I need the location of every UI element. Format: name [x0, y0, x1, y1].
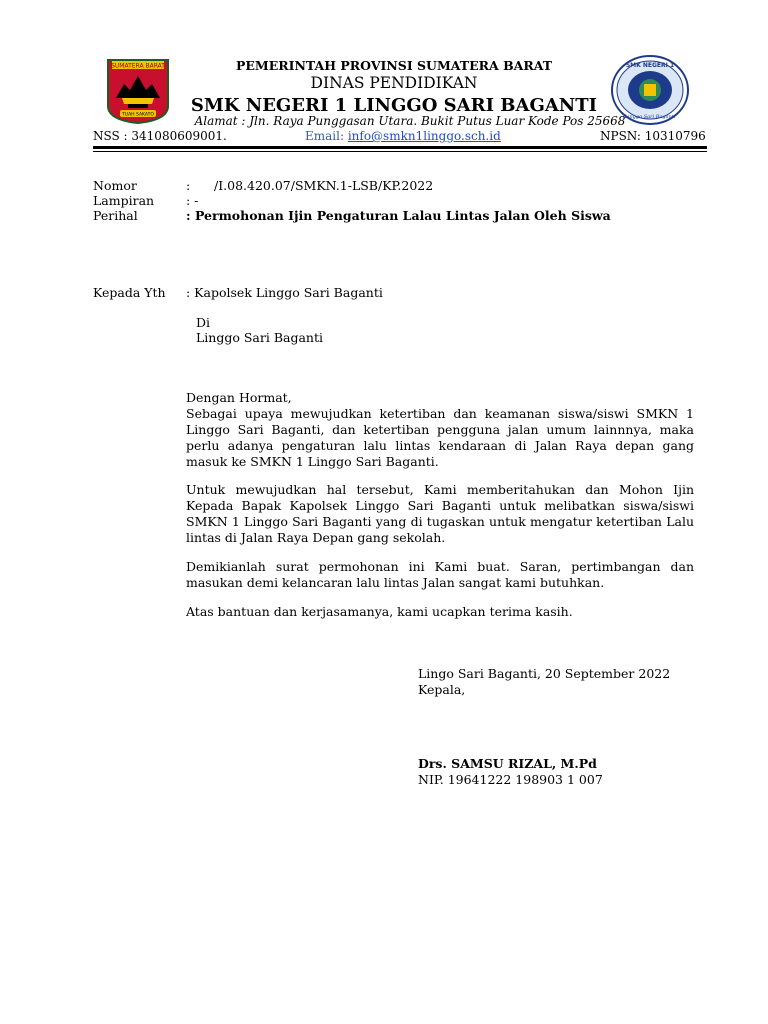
email-line [305, 129, 501, 143]
perihal-label: Perihal [93, 208, 138, 223]
nss-number: NSS : 341080609001. [93, 129, 227, 143]
nomor-separator: : [186, 178, 191, 193]
lampiran-label: Lampiran [93, 193, 155, 208]
signatory-name: Drs. SAMSU RIZAL, M.Pd [418, 756, 597, 771]
paragraph-1: Sebagai upaya mewujudkan ketertiban dan keamanan siswa/siswi SMKN 1 Linggo Sari Baganti, dan ketertiban pengguna jalan umum lainnnya, maka perlu adanya pengaturan lalu lintas kendaraan di Jalan Raya depan gang masuk ke SMKN 1 Linggo Sari Baganti. [186, 406, 694, 469]
paragraph-2: Untuk mewujudkan hal tersebut, Kami memberitahukan dan Mohon Ijin Kepada Bapak Kapolsek Linggo Sari Baganti untuk melibatkan siswa/siswi SMKN 1 Linggo Sari Baganti yang di tugaskan untuk mengatur ketertiban Lalu lintas di Jalan Raya Depan gang sekolah. [186, 482, 694, 545]
emblem-banner-text: SUMATERA BARAT [111, 62, 165, 70]
paragraph-4: Atas bantuan dan kerjasamanya, kami ucapkan terima kasih. [186, 604, 573, 619]
signatory-nip: NIP. 19641222 198903 1 007 [418, 772, 603, 787]
lampiran-value: : - [186, 193, 199, 208]
nomor-label: Nomor [93, 178, 137, 193]
greeting: Dengan Hormat, [186, 390, 292, 405]
recipient-label: Kepada Yth [93, 285, 166, 300]
school-address: Alamat : Jln. Raya Punggasan Utara. Bukit Putus Luar Kode Pos 25668 [194, 114, 626, 128]
header-rule-thick [93, 146, 707, 149]
header-rule-thin [93, 151, 707, 152]
recipient-name: : Kapolsek Linggo Sari Baganti [186, 285, 383, 300]
perihal-value: : Permohonan Ijin Pengaturan Lalau Lintas Jalan Oleh Siswa [186, 208, 611, 223]
email-link[interactable]: info@smkn1linggo.sch.id [347, 129, 501, 143]
school-name-heading: SMK NEGERI 1 LINGGO SARI BAGANTI [190, 95, 598, 116]
recipient-di: Di [196, 315, 211, 330]
signature-title: Kepala, [418, 682, 466, 697]
department-heading: DINAS PENDIDIKAN [310, 74, 478, 92]
recipient-place: Linggo Sari Baganti [196, 330, 323, 345]
nomor-value: /I.08.420.07/SMKN.1-LSB/KP.2022 [214, 178, 434, 193]
signature-place-date: Lingo Sari Baganti, 20 September 2022 [418, 666, 671, 681]
emblem-ribbon-text: TUAH SAKATO [122, 112, 154, 118]
email-label: Email: [305, 129, 348, 143]
npsn-number: NPSN: 10310796 [600, 129, 706, 143]
school-logo-ring-text: SMK NEGERI 1 [625, 62, 675, 69]
paragraph-3: Demikianlah surat permohonan ini Kami buat. Saran, pertimbangan dan masukan demi kelancaran lalu lintas Jalan sangat kami butuhkan. [186, 559, 694, 590]
school-logo-motto: Linggo Sari Baganti [624, 114, 676, 120]
government-heading: PEMERINTAH PROVINSI SUMATERA BARAT [235, 58, 553, 73]
